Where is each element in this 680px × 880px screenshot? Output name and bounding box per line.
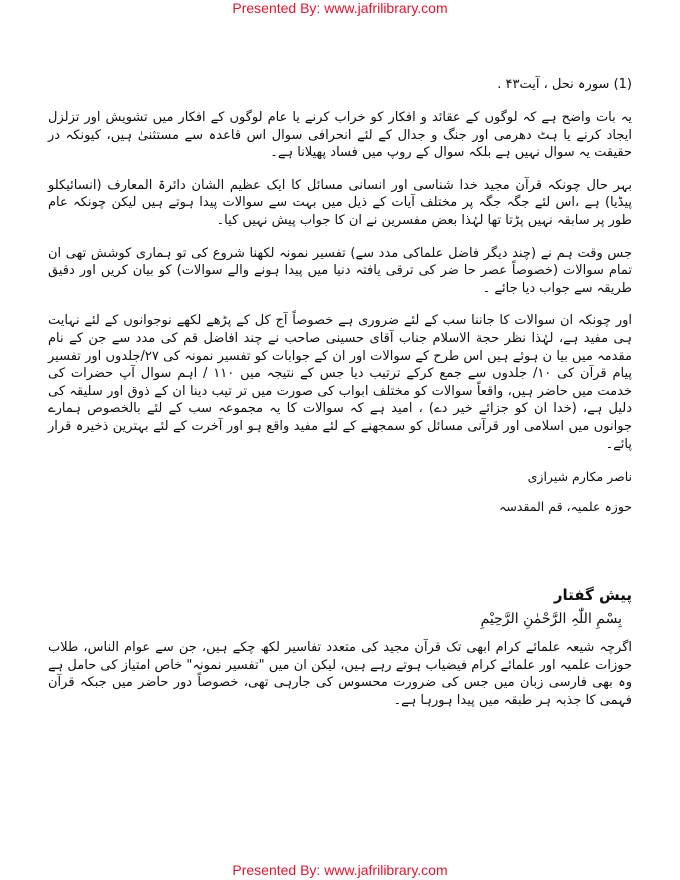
author-place: حوزہ علمیہ، قم المقدسہ: [499, 499, 632, 515]
paragraph-4: اور چونکہ ان سوالات کا جاننا سب کے لئے ضروری ہے خصوصاً آج کل کے پڑھے لکھے نوجوانوں کے لئے نہایت ہی مفید ہے، لہٰذا نظر حجة الاسلام جناب آقای حسینی صاحب نے چند افاضل قم کی مدد سے جن کے نام مقدمہ میں بیا ن ہوئے ہیں اس طرح کے سوالات اور ان کے جوابات کو تفسیر نمونہ کی ۲۷/جلدوں اور تفسیر پیام قرآن کی ۱۰/ جلدوں سے جمع کرکے ترتیب دیا جس کے نتیجہ میں ۱۱۰ / اہم سوال آپ حضرات کی خدمت میں حاضر ہیں، واقعاً سوالات کو مختلف ابواب کی صورت میں تر تیب دینا ان کے ذوق اور سلیقہ کی دلیل ہے، (خدا ان کو جزائے خیر دے) ، امید ہے کہ سوالات کا یہ مجموعہ سب کے لئے بالخصوص ہمارے جوانوں میں اسلامی اور قرآنی مسائل کو سمجھنے کے لئے مفید واقع ہو اور آخرت کے لئے بہترین ذخیرہ قرار پائے۔: [48, 313, 633, 452]
author-name: ناصر مکارم شیرازی: [527, 469, 632, 485]
intro-paragraph: اگرچہ شیعہ علمائے کرام ابھی تک قرآن مجید کی متعدد تفاسیر لکھ چکے ہیں، جن سے عوام الناس، طلاب حوزات علمیہ اور علمائے کرام فیضیاب ہوتے رہے ہیں، لیکن ان میں "تفسیر نمونہ" خاص امتیاز کی حامل ہے وہ بھی فارسی زبان میں جس کی ضرورت محسوس کی جارہی تھی، خصوصاً دور حاضر میں جبکہ قرآن فہمی کا جذبہ ہر طبقہ میں پیدا ہورہا ہے۔: [48, 640, 632, 708]
footnote: (1) سورہ نحل ، آیت۴۳ .: [497, 77, 632, 92]
paragraph-2: بہر حال چونکہ قرآن مجید خدا شناسی اور انسانی مسائل کا ایک عظیم الشان دائرۃ المعارف (انسائیکلو پیڈیا) ہے ،اس لئے جگہ جگہ پر مختلف آیات کے ذیل میں بہت سے سوالات پیدا ہوتے ہیں لیکن چونکہ عام طور پر سابقہ نہیں پڑتا تھا لہٰذا بعض مفسرین نے ان کا جواب پیش نہیں کیا۔: [48, 177, 632, 228]
bismillah: بِسْمِ اللّٰہِ الرَّحْمٰنِ الرَّحِیْمِ: [480, 611, 622, 628]
paragraph-3: جس وقت ہم نے (چند دیگر فاضل علماکی مدد سے) تفسیر نمونہ لکھنا شروع کی تو ہماری کوشش تھی ان تمام سوالات (خصوصاً عصر حا ضر کی ترقی یافتہ دنیا میں پیدا ہونے والے سوالات) کو بیان کریں اور دقیق طریقہ سے جواب دیا جائے ۔: [48, 245, 632, 296]
paragraph-1: یہ بات واضح ہے کہ لوگوں کے عقائد و افکار کو خراب کرنے یا عام لوگوں کے افکار میں تشویش اور تزلزل ایجاد کرنے یا ہٹ دھرمی اور جنگ و جدال کے لئے انحرافی سوال اس قاعدہ سے مستثنیٰ ہیں، کیونکہ در حقیقت یہ سوال نہیں ہے بلکہ سوال کے روپ میں فساد پھیلانا ہے۔: [48, 110, 632, 161]
banner-bottom-link[interactable]: Presented By: www.jafrilibrary.com: [232, 862, 448, 878]
banner-top-link[interactable]: Presented By: www.jafrilibrary.com: [232, 0, 448, 16]
section-heading: پیش گفتار: [553, 586, 632, 605]
document-page: [48, 76, 632, 709]
